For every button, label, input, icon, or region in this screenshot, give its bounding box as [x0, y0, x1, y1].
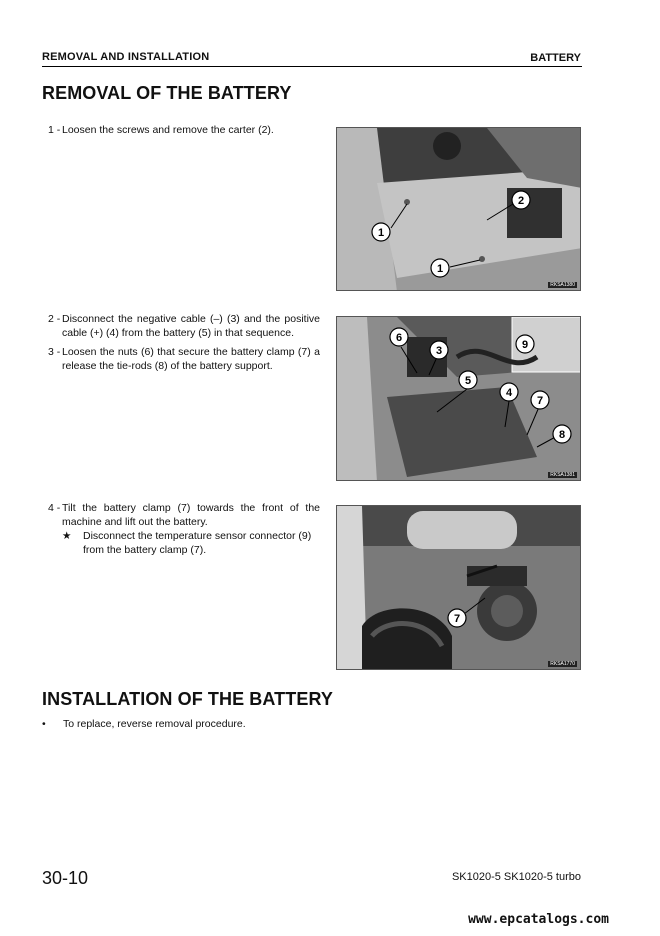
photo-id: RKSA1381 [550, 472, 575, 478]
step-text: Tilt the battery clamp (7) towards the front of the machine and lift out the battery. [62, 502, 320, 528]
step-text: Loosen the nuts (6) that secure the battery clamp (7) a release the tie-rods (8) of the battery support. [62, 346, 320, 372]
callout-5 [459, 371, 477, 389]
callout-label: 7 [453, 613, 461, 625]
callout-6 [390, 328, 408, 346]
callout-7 [531, 391, 549, 409]
step-text: Loosen the screws and remove the carter (2). [62, 124, 274, 136]
callout-label: 4 [505, 387, 513, 399]
header-section: REMOVAL AND INSTALLATION [42, 51, 210, 63]
callout-label: 6 [395, 332, 403, 344]
callout-8 [553, 425, 571, 443]
callout-3 [430, 341, 448, 359]
callout-label: 1 [436, 263, 444, 275]
model-name: SK1020-5 SK1020-5 turbo [451, 871, 581, 883]
photo-2-image [337, 317, 581, 481]
callout-2 [512, 191, 530, 209]
step-number: 3 - [48, 346, 61, 358]
photo-3 [336, 505, 581, 670]
header-rule [42, 66, 582, 67]
step-2 [48, 313, 320, 340]
photo-id: RKSA1770 [550, 661, 575, 667]
bullet-icon: • [42, 718, 46, 730]
step-3 [48, 346, 320, 373]
header-topic: BATTERY [530, 52, 581, 64]
callout-7 [448, 609, 466, 627]
step-text: Disconnect the negative cable (–) (3) and the positive cable (+) (4) from the battery (5) in that sequence. [62, 313, 320, 339]
note-temperature-sensor [62, 530, 320, 557]
callout-1b [431, 259, 449, 277]
photo-3-image [337, 506, 581, 670]
callout-4 [500, 383, 518, 401]
watermark: www.epcatalogs.com [468, 912, 609, 927]
removal-title: REMOVAL OF THE BATTERY [42, 83, 292, 103]
callout-label: 2 [517, 195, 525, 207]
photo-2 [336, 316, 581, 481]
bullet-text: To replace, reverse removal procedure. [63, 718, 246, 730]
callout-label: 1 [377, 227, 385, 239]
callout-label: 3 [435, 345, 443, 357]
step-number: 2 - [48, 313, 61, 325]
callout-label: 9 [521, 339, 529, 351]
installation-title: INSTALLATION OF THE BATTERY [42, 689, 334, 709]
step-number: 4 - [48, 502, 61, 514]
callout-9 [516, 335, 534, 353]
callout-1a [372, 223, 390, 241]
step-number: 1 - [48, 124, 61, 136]
step-1 [48, 124, 320, 138]
step-4 [48, 502, 320, 529]
callout-label: 8 [558, 429, 566, 441]
photo-1 [336, 127, 581, 291]
page-number: 30-10 [42, 868, 89, 888]
note-text: Disconnect the temperature sensor connector (9) from the battery clamp (7). [83, 530, 312, 556]
callout-label: 5 [464, 375, 472, 387]
photo-id: RKSA1380 [550, 282, 575, 288]
callout-label: 7 [536, 395, 544, 407]
photo-1-image [337, 128, 581, 291]
star-icon: ★ [62, 530, 72, 542]
